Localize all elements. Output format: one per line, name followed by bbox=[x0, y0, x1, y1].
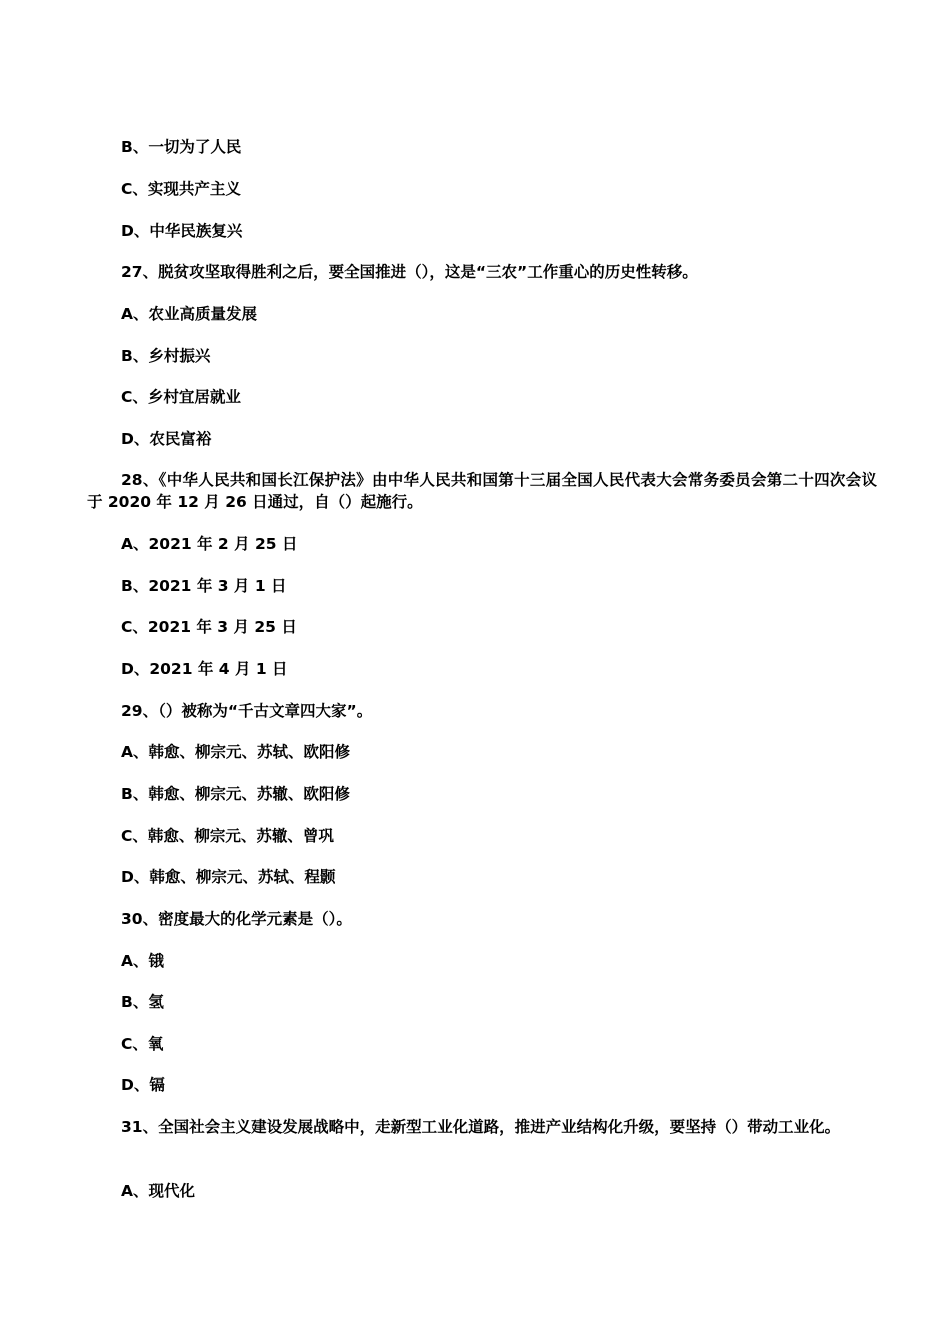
option-d-q29: D、韩愈、柳宗元、苏轼、程颢 bbox=[121, 868, 336, 886]
question-27: 27、脱贫攻坚取得胜利之后，要全国推进（），这是“三农”工作重心的历史性转移。 bbox=[121, 263, 698, 281]
option-c-q29: C、韩愈、柳宗元、苏辙、曾巩 bbox=[121, 827, 334, 845]
option-c-q28: C、2021 年 3 月 25 日 bbox=[121, 618, 297, 636]
option-d-q27: D、农民富裕 bbox=[121, 430, 212, 448]
option-a-q29: A、韩愈、柳宗元、苏轼、欧阳修 bbox=[121, 743, 350, 761]
question-29: 29、（）被称为“千古文章四大家”。 bbox=[121, 702, 373, 720]
option-c-q27: C、乡村宜居就业 bbox=[121, 388, 241, 406]
question-30: 30、密度最大的化学元素是（）。 bbox=[121, 910, 352, 928]
option-d-q30: D、镉 bbox=[121, 1076, 165, 1094]
question-28: 28、《中华人民共和国长江保护法》由中华人民共和国第十三届全国人民代表大会常务委员会第二十四次会议于 2020 年 12 月 26 日通过，自（）起施行。 bbox=[87, 471, 877, 511]
option-b-q28: B、2021 年 3 月 1 日 bbox=[121, 577, 287, 595]
option-a-q28: A、2021 年 2 月 25 日 bbox=[121, 535, 298, 553]
option-d-q26: D、中华民族复兴 bbox=[121, 222, 243, 240]
option-b-q29: B、韩愈、柳宗元、苏辙、欧阳修 bbox=[121, 785, 350, 803]
option-a-q30: A、锇 bbox=[121, 952, 164, 970]
option-a-q31: A、现代化 bbox=[121, 1182, 195, 1200]
option-d-q28: D、2021 年 4 月 1 日 bbox=[121, 660, 288, 678]
option-b-q27: B、乡村振兴 bbox=[121, 347, 211, 365]
option-c-q26: C、实现共产主义 bbox=[121, 180, 241, 198]
option-b-q26: B、一切为了人民 bbox=[121, 138, 242, 156]
option-a-q27: A、农业高质量发展 bbox=[121, 305, 257, 323]
option-b-q30: B、氢 bbox=[121, 993, 164, 1011]
option-c-q30: C、氧 bbox=[121, 1035, 164, 1053]
question-31: 31、全国社会主义建设发展战略中，走新型工业化道路，推进产业结构化升级，要坚持（）带动工业化。 bbox=[121, 1118, 841, 1136]
